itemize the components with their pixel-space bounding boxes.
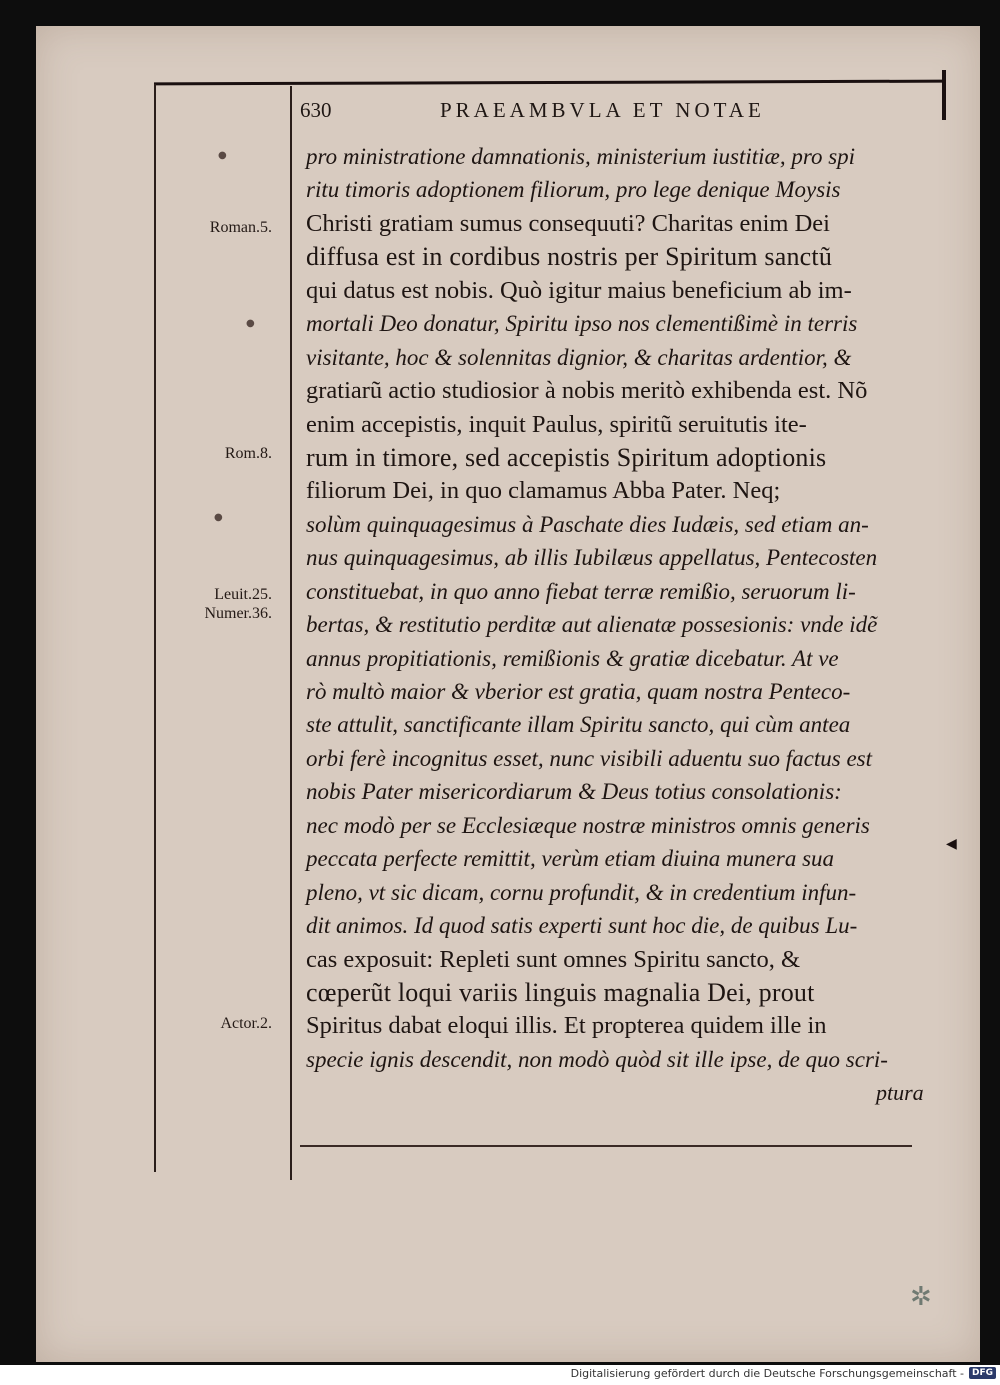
margin-note-roman: Roman.5.	[209, 219, 272, 236]
text-line: dit animos. Id quod satis experti sunt hoc die, de quibus Lu-	[306, 913, 858, 939]
text-line: pleno, vt sic dicam, cornu profundit, & in credentium infun-	[306, 879, 857, 905]
text-line: orbi ferè incognitus esset, nunc visibili aduentu suo factus est	[306, 745, 872, 771]
running-title: PRAEAMBVLA ET NOTAE	[440, 98, 765, 122]
underline-rule	[300, 1145, 912, 1147]
margin-rule-inner	[290, 86, 292, 1180]
text-line: rò multò maior & vberior est gratia, quam nostra Penteco-	[306, 679, 851, 704]
text-line: nec modò per se Ecclesiæque nostræ ministros omnis generis	[306, 812, 870, 838]
margin-note-rom: Rom.8.	[224, 445, 272, 462]
text-line: solùm quinquagesimus à Paschate dies Iudæis, sed etiam an-	[306, 511, 869, 537]
text-line: qui datus est nobis. Quò igitur maius beneficium ab im-	[306, 276, 852, 304]
text-line: nus quinquagesimus, ab illis Iubilæus appellatus, Pentecosten	[306, 545, 878, 571]
ink-speck: ●	[218, 150, 227, 161]
catchword: ptura	[876, 1080, 924, 1106]
margin-note-leuit-numer: Leuit.25. Numer.36.	[204, 586, 272, 622]
text-line: enim accepistis, inquit Paulus, spiritũ seruitutis ite-	[306, 410, 807, 438]
text-line: constituebat, in quo anno fiebat terræ remißio, seruorum li-	[306, 578, 856, 604]
text-line: nobis Pater misericordiarum & Deus totius consolationis:	[306, 779, 842, 805]
library-stamp-icon: ✲	[910, 1282, 932, 1312]
text-line: peccata perfecte remittit, verùm etiam diuina munera sua	[306, 846, 835, 872]
text-line: gratiarũ actio studiosior à nobis meritò exhibenda est. Nõ	[306, 377, 868, 405]
text-line: bertas, & restitutio perditæ aut alienatæ possesionis: vnde idẽ	[306, 612, 878, 638]
text-line: rum in timore, sed accepistis Spiritum adoptionis	[306, 442, 827, 472]
text-line: diffusa est in cordibus nostris per Spiritum sanctũ	[306, 242, 833, 272]
margin-rule-left	[154, 84, 156, 1172]
ink-speck: ●	[214, 512, 223, 523]
margin-note-actor: Actor.2.	[220, 1015, 272, 1032]
text-line: Spiritus dabat eloqui illis. Et propterea quidem ille in	[306, 1012, 827, 1040]
text-line: cas exposuit: Repleti sunt omnes Spiritu sancto, &	[306, 945, 801, 973]
text-line: cœperũt loqui variis linguis magnalia Dei, prout	[306, 977, 815, 1007]
page-edge-mark	[942, 70, 946, 120]
ink-speck: ●	[246, 318, 255, 329]
text-line: pro ministratione damnationis, ministerium iustitiæ, pro spi	[306, 144, 856, 169]
body-text	[306, 140, 942, 1110]
text-line: Christi gratiam sumus consequuti? Charitas enim Dei	[306, 209, 830, 237]
funding-credit: Digitalisierung gefördert durch die Deutsche Forschungsgemeinschaft -	[570, 1367, 964, 1380]
dfg-logo: DFG	[969, 1367, 996, 1379]
text-line: visitante, hoc & solennitas dignior, & charitas ardentior, &	[306, 344, 852, 370]
text-line: ritu timoris adoptionem filiorum, pro lege denique Moysis	[306, 177, 841, 203]
text-line: specie ignis descendit, non modò quòd sit ille ipse, de quo scri-	[306, 1046, 888, 1072]
text-line: annus propitiationis, remißionis & gratiæ dicebatur. At ve	[306, 645, 839, 671]
text-line: filiorum Dei, in quo clamamus Abba Pater. Neq;	[306, 477, 781, 505]
text-line: ste attulit, sanctificante illam Spiritu sancto, qui cùm antea	[306, 712, 851, 738]
pointer-mark-icon: ◀	[946, 836, 957, 852]
footer-bar	[0, 1365, 1000, 1385]
text-line: mortali Deo donatur, Spiritu ipso nos clementißimè in terris	[306, 311, 858, 337]
page-number: 630	[300, 98, 332, 122]
